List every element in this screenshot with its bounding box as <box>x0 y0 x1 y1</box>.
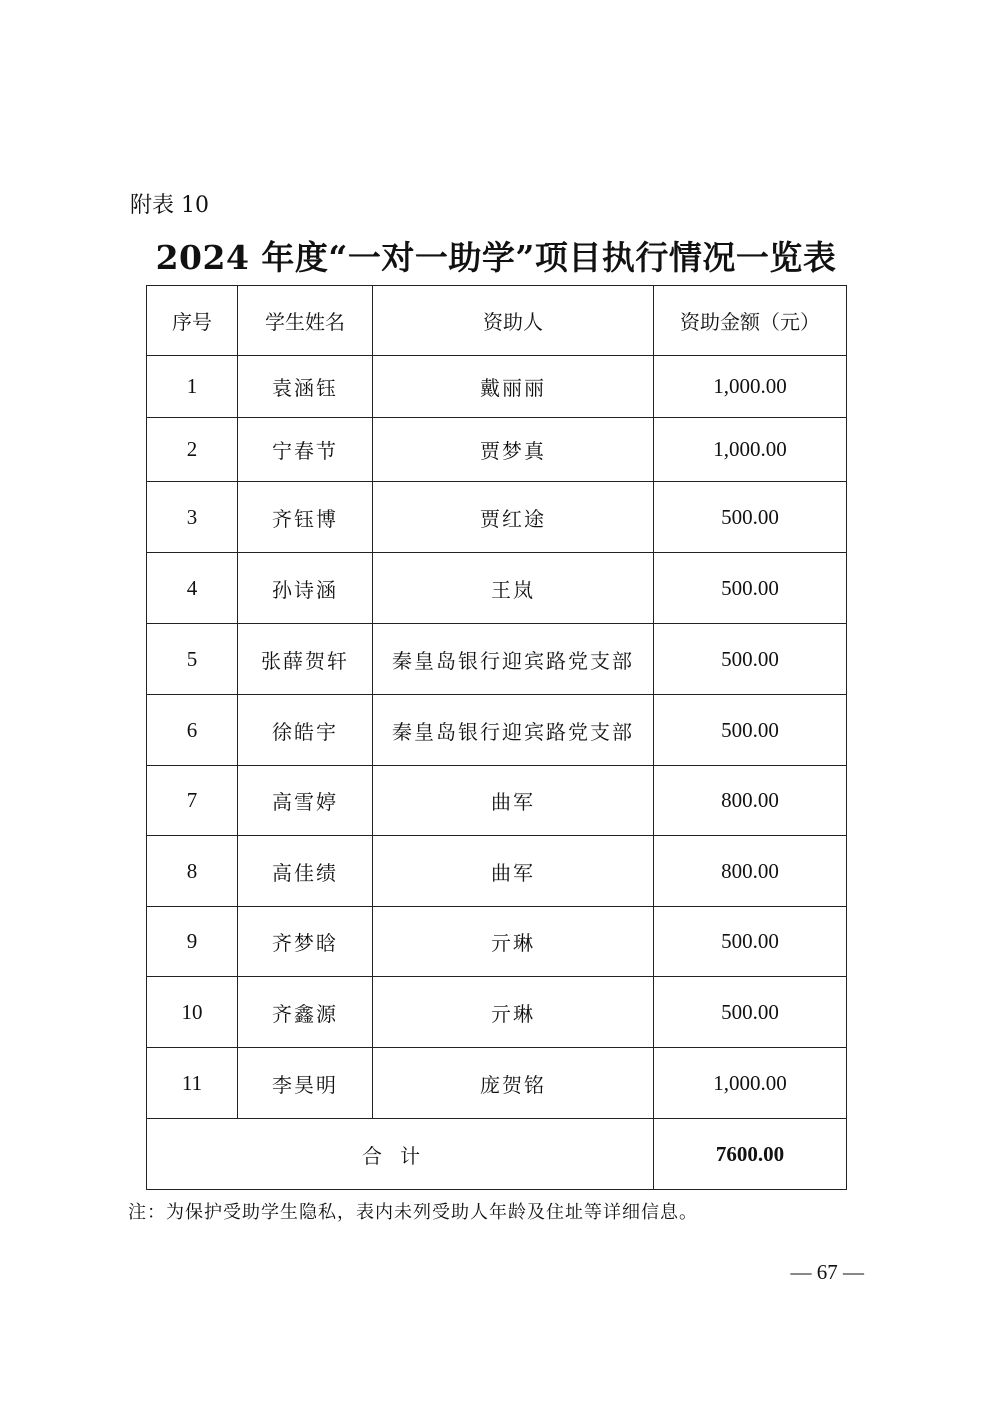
row-no: 7 <box>147 766 238 836</box>
row-amount: 1,000.00 <box>654 356 847 418</box>
row-sponsor: 曲军 <box>373 836 654 907</box>
row-no: 11 <box>147 1048 238 1119</box>
row-student: 张薛贺轩 <box>238 624 373 695</box>
table-row <box>147 836 847 907</box>
row-sponsor: 戴丽丽 <box>373 356 654 418</box>
row-amount: 500.00 <box>654 482 847 553</box>
row-student: 徐皓宇 <box>238 695 373 766</box>
table-row <box>147 356 847 418</box>
row-sponsor: 曲军 <box>373 766 654 836</box>
row-sponsor: 庞贺铭 <box>373 1048 654 1119</box>
table-row <box>147 482 847 553</box>
row-amount: 500.00 <box>654 624 847 695</box>
row-sponsor: 贾红途 <box>373 482 654 553</box>
header-sponsor: 资助人 <box>373 286 654 356</box>
row-amount: 1,000.00 <box>654 1048 847 1119</box>
table-row <box>147 1048 847 1119</box>
table-header-row <box>147 286 847 356</box>
row-no: 3 <box>147 482 238 553</box>
row-sponsor: 贾梦真 <box>373 418 654 482</box>
row-sponsor: 亓琳 <box>373 977 654 1048</box>
row-amount: 500.00 <box>654 907 847 977</box>
row-student: 孙诗涵 <box>238 553 373 624</box>
row-amount: 800.00 <box>654 766 847 836</box>
row-no: 1 <box>147 356 238 418</box>
row-student: 袁涵钰 <box>238 356 373 418</box>
row-amount: 500.00 <box>654 977 847 1048</box>
row-amount: 800.00 <box>654 836 847 907</box>
table-row <box>147 766 847 836</box>
row-student: 齐梦晗 <box>238 907 373 977</box>
header-amount: 资助金额（元） <box>654 286 847 356</box>
row-student: 宁春节 <box>238 418 373 482</box>
row-amount: 1,000.00 <box>654 418 847 482</box>
footnote: 注：为保护受助学生隐私，表内未列受助人年龄及住址等详细信息。 <box>128 1202 698 1223</box>
row-no: 5 <box>147 624 238 695</box>
header-student: 学生姓名 <box>238 286 373 356</box>
header-no: 序号 <box>147 286 238 356</box>
row-student: 齐钰博 <box>238 482 373 553</box>
row-student: 李昊明 <box>238 1048 373 1119</box>
row-sponsor: 秦皇岛银行迎宾路党支部 <box>373 695 654 766</box>
table-row <box>147 695 847 766</box>
row-no: 6 <box>147 695 238 766</box>
total-value: 7600.00 <box>654 1119 847 1190</box>
row-no: 10 <box>147 977 238 1048</box>
table-row <box>147 977 847 1048</box>
row-no: 8 <box>147 836 238 907</box>
page-number: — 67 — <box>790 1260 864 1284</box>
sponsorship-table <box>146 285 847 1190</box>
row-sponsor: 秦皇岛银行迎宾路党支部 <box>373 624 654 695</box>
row-no: 2 <box>147 418 238 482</box>
row-no: 4 <box>147 553 238 624</box>
row-student: 高佳绩 <box>238 836 373 907</box>
row-student: 高雪婷 <box>238 766 373 836</box>
table-row <box>147 418 847 482</box>
total-label: 合计 <box>147 1119 654 1190</box>
document-title: 2024 年度“一对一助学”项目执行情况一览表 <box>155 238 837 277</box>
row-sponsor: 王岚 <box>373 553 654 624</box>
table-row <box>147 553 847 624</box>
table-row <box>147 624 847 695</box>
appendix-label: 附表 10 <box>130 193 209 218</box>
row-amount: 500.00 <box>654 553 847 624</box>
total-row <box>147 1119 847 1190</box>
row-amount: 500.00 <box>654 695 847 766</box>
row-student: 齐鑫源 <box>238 977 373 1048</box>
table-row <box>147 907 847 977</box>
row-no: 9 <box>147 907 238 977</box>
row-sponsor: 亓琳 <box>373 907 654 977</box>
